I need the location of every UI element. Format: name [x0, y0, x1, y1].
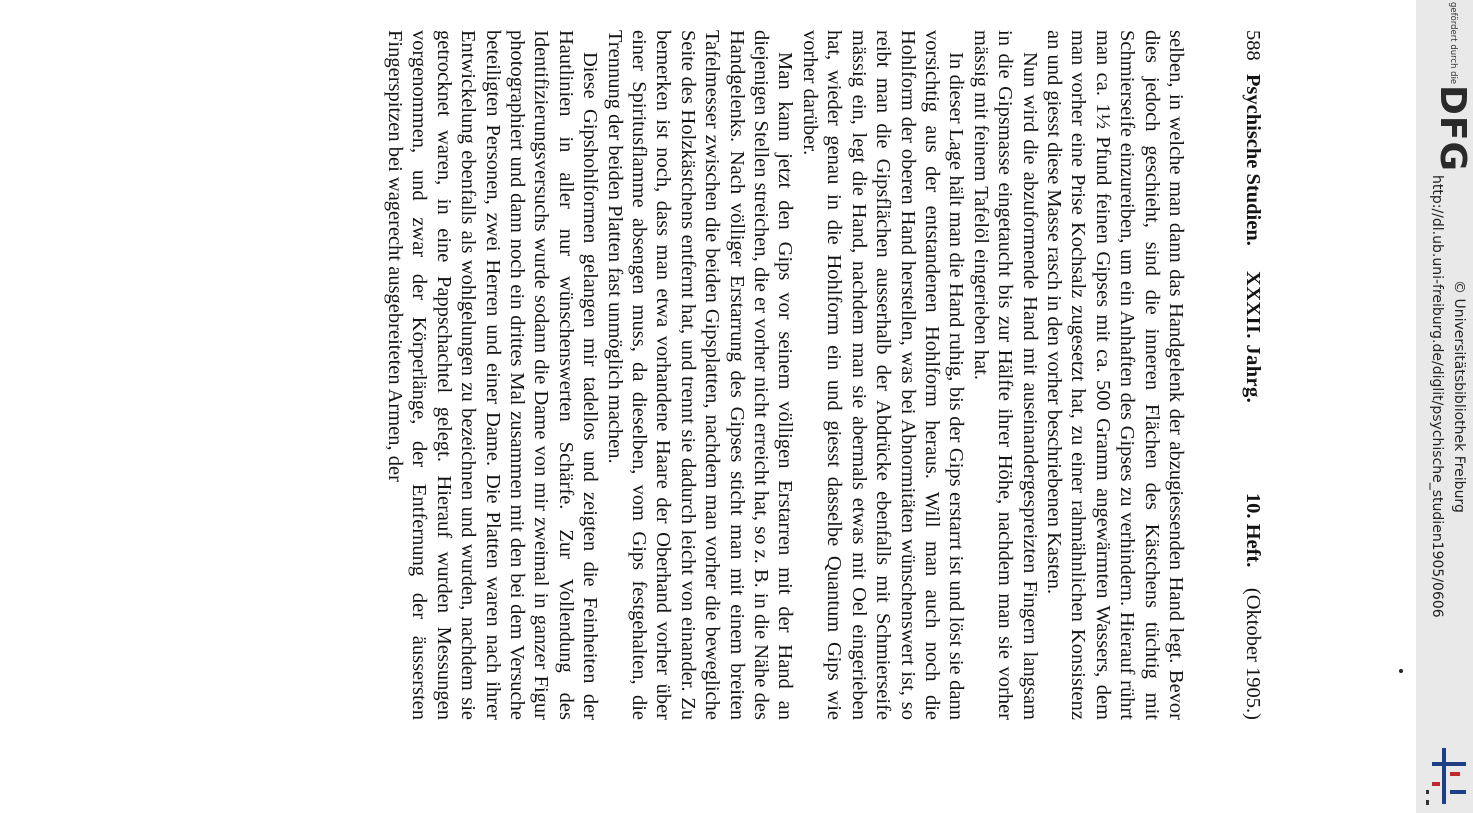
scan-mark [1399, 669, 1403, 673]
paragraph: In dieser Lage hält man die Hand ruhig, bis der Gips erstarrt ist und löst sie dann vorsichtig aus der entstandenen Hohlform heraus. Will man auch noch die Hohlform der oberen Hand herstellen, was bei Abnormitäten wünschenswert ist, so reibt man die Gipsflächen ausserhalb der Abdrücke ebenfalls mit Schmierseife mässig ein, legt die Hand, nachdem man sie abermals etwas mit Oel eingerieben hat, wieder genau in die Hohlform ein und giesst dasselbe Quantum Gips wie vorher darüber. [798, 30, 968, 720]
dfg-funding-note: gefördert durch die [1448, 2, 1458, 85]
issue: 10. Heft. [1242, 492, 1264, 568]
paragraph: selben, in welche man dann das Handgelenk der abzugiessenden Hand legt. Bevor dies jedoch geschieht, sind die inneren Flächen des Kästchens tüchtig mit Schmierseife einzureiben, um ein Anhaften des Gipses zu verhindern. Hierauf rührt man ca. 1½ Pfund feinen Gipses mit ca. 500 Gramm angewärmten Wassers, dem man vorher eine Prise Kochsalz zugesetzt hat, zu einer rahmähnlichen Konsistenz an und giesst diese Masse rasch in den vorher beschriebenen Kasten. [1042, 30, 1187, 720]
dfg-logo [1432, 2, 1473, 172]
page-number: 588 [1242, 30, 1264, 61]
dfg-wordmark: DFG [1432, 85, 1473, 173]
page-url-link[interactable]: http://dl.ub.uni-freiburg.de/diglit/psychische_studien1905/0606 [1429, 175, 1445, 618]
journal-title: Psychische Studien. [1242, 73, 1264, 246]
document-page [55, 30, 1265, 720]
running-header [1234, 30, 1265, 720]
paragraph: Man kann jetzt den Gips vor seinem völligen Erstarren mit der Hand an diejenigen Stellen streichen, die er vorher nicht erreicht hat, so z. B. in die Nähe des Handgelenks. Nach völliger Erstarrung des Gipses sticht man mit einem breiten Tafelmesser zwischen die beiden Gipsplatten, nachdem man vorher die bewegliche Seite des Holzkästchens entfernt hat, und trennt sie dadurch leicht von einander. Zu bemerken ist noch, dass man etwa vorhandene Haare der Oberhand vorher über einer Spiritusflamme absengen muss, da dieselben, vom Gips festgehalten, die Trennung der beiden Platten fast unmöglich machen. [603, 30, 797, 720]
library-copyright: © Universitätsbibliothek Freiburg [1451, 280, 1467, 513]
university-library-logo-icon [1424, 742, 1468, 806]
issue-date: (Oktober 1905.) [1242, 587, 1264, 720]
volume: XXXII. Jahrg. [1242, 271, 1264, 404]
body-text [383, 30, 1188, 720]
paragraph: Diese Gipshohlformen gelangen mir tadellos und zeigten die Feinheiten der Hautlinien in aller nur wünschenswerten Schärfe. Zur Vollendung des Identifizierungsversuchs wurde sodann die Dame von mir zweimal in ganzer Figur photographiert und dann noch ein drittes Mal zusammen mit den bei dem Versuche beteiligten Personen, zwei Herren und einer Dame. Die Platten waren nach ihrer Entwickelung ebenfalls als wohlgelungen zu bezeichnen und wurden, nachdem sie getrocknet waren, in eine Pappschachtel gelegt. Hierauf wurden Messungen vorgenommen, und zwar der Körperlänge, der Entfernung der äussersten Fingerspitzen bei wagerecht ausgebreiteten Armen, der [384, 30, 602, 720]
paragraph: Nun wird die abzuformende Hand mit auseinandergespreizten Fingern langsam in die Gipsmasse eingetaucht bis zur Hälfte ihrer Höhe, nachdem man sie vorher mässig mit feinem Tafelöl eingerieben hat. [969, 30, 1041, 720]
